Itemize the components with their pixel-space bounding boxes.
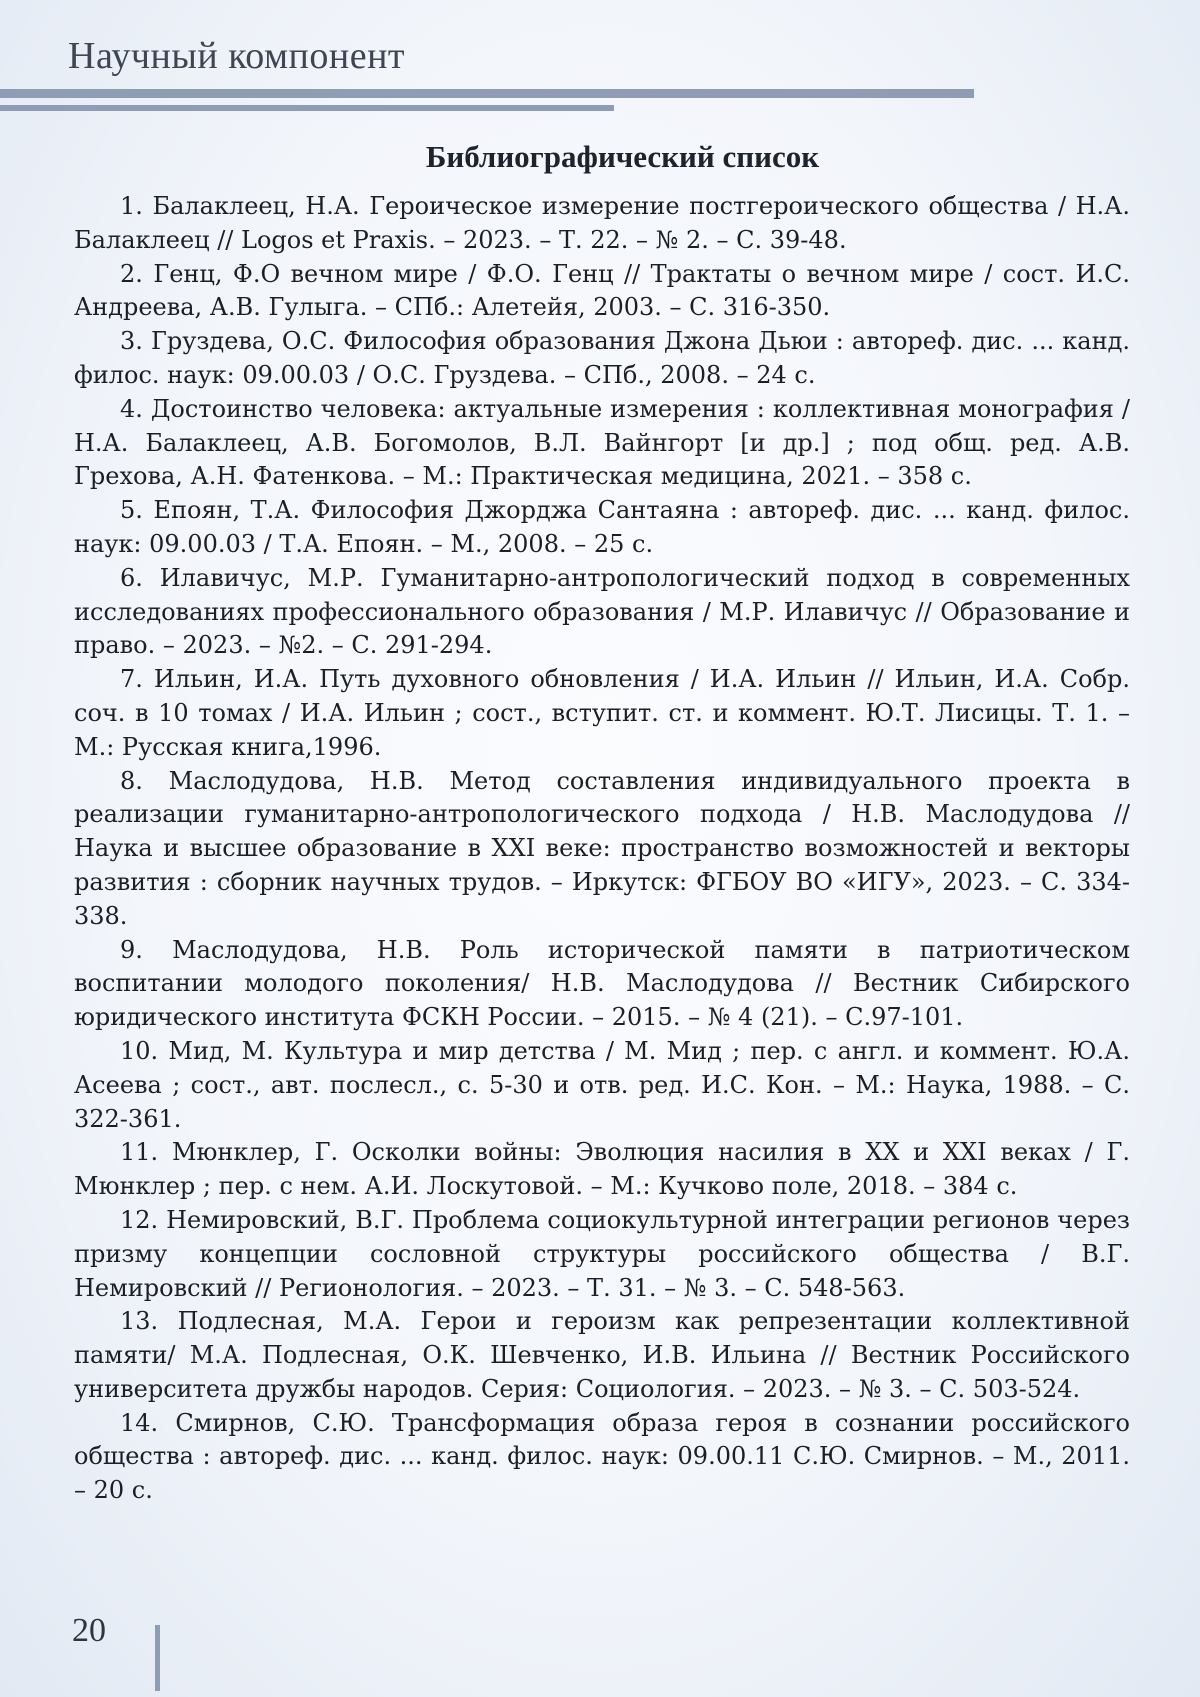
item-text: Смирнов, С.Ю. Трансформация образа героя в сознании российского общества : автореф. дис. ... канд. филос. наук: 09.00.11 С.Ю. Смирнов. – М., 2011. – 20 с. [74,1408,1130,1505]
item-number: 8. [120,766,143,795]
item-number: 2. [120,259,143,288]
header-rule-short [0,105,614,111]
item-number: 11. [120,1138,159,1167]
bibliography-item [74,1204,1130,1305]
item-number: 3. [120,327,143,356]
bibliography-item [74,1407,1130,1508]
item-number: 6. [120,563,143,592]
bibliography-heading: Библиографический список [425,139,820,174]
item-number: 13. [120,1307,159,1336]
bibliography-item [74,325,1130,393]
item-text: Подлесная, М.А. Герои и героизм как репрезентации коллективной памяти/ М.А. Подлесная, О.К. Шевченко, И.В. Ильина // Вестник Российского университета дружбы народов. Серия: Социология. – 2023. – № 3. – С. 503-524. [74,1307,1130,1403]
bibliography-item [74,765,1130,934]
item-number: 7. [120,665,143,694]
item-number: 5. [120,496,143,525]
item-text: Мид, М. Культура и мир детства / М. Мид ; пер. с англ. и коммент. Ю.А. Асеева ; сост., авт. послесл., с. 5-30 и отв. ред. И.С. Кон. – М.: Наука, 1988. – С. 322-361. [74,1036,1130,1133]
section-title: Научный компонент [68,35,406,77]
bibliography-list [74,190,1130,1508]
bibliography-item [74,494,1130,562]
item-text: Ильин, И.А. Путь духовного обновления / И.А. Ильин // Ильин, И.А. Собр. соч. в 10 томах / И.А. Ильин ; сост., вступит. ст. и коммент. Ю.Т. Лисицы. Т. 1. – М.: Русская книга,1996. [74,665,1130,761]
bibliography-item [74,562,1130,663]
bibliography-item [74,934,1130,1035]
item-number: 9. [120,935,143,964]
bibliography-item [74,1136,1130,1204]
bibliography-item [74,1035,1130,1136]
footer-divider [155,1625,160,1691]
item-text: Немировский, В.Г. Проблема социокультурной интеграции регионов через призму концепции сословной структуры российского общества / В.Г. Немировский // Регионология. – 2023. – Т. 31. – № 3. – С. 548-563. [74,1205,1130,1302]
header-rule-long [0,89,974,98]
item-number: 12. [120,1205,159,1234]
item-text: Генц, Ф.О вечном мире / Ф.О. Генц // Трактаты о вечном мире / сост. И.С. Андреева, А.В. Гулыга. – СПб.: Алетейя, 2003. – С. 316-350. [74,259,1130,322]
item-text: Мюнклер, Г. Осколки войны: Эволюция насилия в XX и XXI веках / Г. Мюнклер ; пер. с нем. А.И. Лоскутовой. – М.: Кучково поле, 2018. – 384 с. [74,1138,1131,1201]
bibliography-item [74,663,1130,764]
item-text: Илавичус, М.Р. Гуманитарно-антропологический подход в современных исследованиях профессионального образования / М.Р. Илавичус // Образование и право. – 2023. – №2. – С. 291-294. [74,563,1130,660]
item-text: Епоян, Т.А. Философия Джорджа Сантаяна : автореф. дис. ... канд. филос. наук: 09.00.03 / Т.А. Епоян. – М., 2008. – 25 с. [74,496,1130,558]
item-number: 10. [120,1036,159,1065]
item-number: 14. [120,1408,159,1437]
item-number: 4. [120,394,143,423]
item-text: Маслодудова, Н.В. Метод составления индивидуального проекта в реализации гуманитарно-антропологического подхода / Н.В. Маслодудова // Наука и высшее образование в XXI веке: пространство возможностей и векторы развития : сборник научных трудов. – Иркутск: ФГБОУ ВО «ИГУ», 2023. – С. 334-338. [74,766,1130,930]
item-text: Достоинство человека: актуальные измерения : коллективная монография / Н.А. Балаклеец, А.В. Богомолов, В.Л. Вайнгорт [и др.] ; под общ. ред. А.В. Грехова, А.Н. Фатенкова. – М.: Практическая медицина, 2021. – 358 с. [74,394,1130,491]
bibliography-item [74,190,1130,258]
bibliography-item [74,393,1130,494]
item-number: 1. [120,192,143,220]
bibliography-item [74,258,1130,326]
page-number: 20 [72,1612,106,1649]
bibliography-item [74,1305,1130,1406]
item-text: Балаклеец, Н.А. Героическое измерение постгероического общества / Н.А. Балаклеец // Logos et Praxis. – 2023. – Т. 22. – № 2. – С. 39-48. [74,192,1130,254]
item-text: Груздева, О.С. Философия образования Джона Дьюи : автореф. дис. ... канд. филос. наук: 09.00.03 / О.С. Груздева. – СПб., 2008. – 24 с. [74,327,1130,389]
item-text: Маслодудова, Н.В. Роль исторической памяти в патриотическом воспитании молодого поколения/ Н.В. Маслодудова // Вестник Сибирского юридического института ФСКН России. – 2015. – № 4 (21). – С.97-101. [74,935,1130,1032]
